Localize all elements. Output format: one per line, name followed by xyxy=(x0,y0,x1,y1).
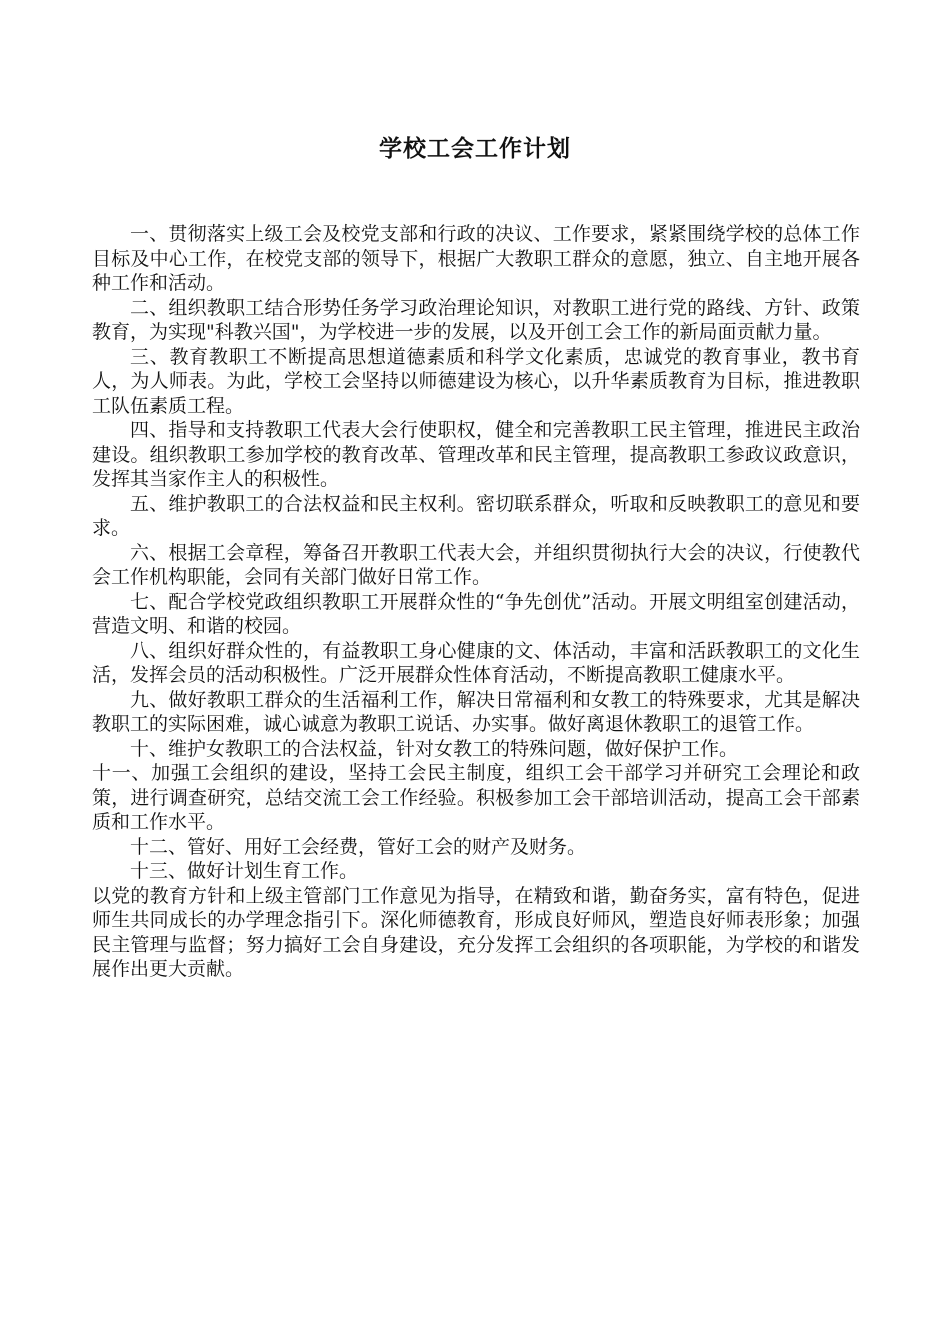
paragraph-6: 六、根据工会章程，筹备召开教职工代表大会，并组织贯彻执行大会的决议，行使教代会工作机构职能，会同有关部门做好日常工作。 xyxy=(92,541,860,588)
document-title: 学校工会工作计划 xyxy=(379,135,571,162)
paragraph-2: 二、组织教职工结合形势任务学习政治理论知识，对教职工进行党的路线、方针、政策教育，为实现"科教兴国"，为学校进一步的发展，以及开创工会工作的新局面贡献力量。 xyxy=(92,296,860,343)
paragraph-1: 一、贯彻落实上级工会及校党支部和行政的决议、工作要求，紧紧围绕学校的总体工作目标及中心工作，在校党支部的领导下，根据广大教职工群众的意愿，独立、自主地开展各种工作和活动。 xyxy=(92,223,860,294)
document-body xyxy=(92,222,860,982)
paragraph-3: 三、教育教职工不断提高思想道德素质和科学文化素质，忠诚党的教育事业，教书育人，为人师表。为此，学校工会坚持以师德建设为核心，以升华素质教育为目标，推进教职工队伍素质工程。 xyxy=(92,345,860,417)
paragraph-12: 十二、管好、用好工会经费，管好工会的财产及财务。 xyxy=(130,835,587,858)
closing-paragraph: 以党的教育方针和上级主管部门工作意见为指导，在精致和谐，勤奋务实，富有特色，促进师生共同成长的办学理念指引下。深化师德教育，形成良好师风，塑造良好师表形象；加强民主管理与监督；努力搞好工会自身建设，充分发挥工会组织的各项职能，为学校的和谐发展作出更大贡献。 xyxy=(92,884,860,980)
paragraph-11: 十一、加强工会组织的建设，坚持工会民主制度，组织工会干部学习并研究工会理论和政策，进行调查研究，总结交流工会工作经验。积极参加工会干部培训活动，提高工会干部素质和工作水平。 xyxy=(92,762,860,833)
paragraph-9: 九、做好教职工群众的生活福利工作，解决日常福利和女教工的特殊要求，尤其是解决教职工的实际困难，诚心诚意为教职工说话、办实事。做好离退休教职工的退管工作。 xyxy=(92,688,860,735)
paragraph-7: 七、配合学校党政组织教职工开展群众性的“争先创优”活动。开展文明组室创建活动，营造文明、和谐的校园。 xyxy=(92,590,860,637)
paragraph-13: 十三、做好计划生育工作。 xyxy=(130,860,359,882)
paragraph-10: 十、维护女教职工的合法权益，针对女教工的特殊问题，做好保护工作。 xyxy=(130,737,739,760)
paragraph-4: 四、指导和支持教职工代表大会行使职权，健全和完善教职工民主管理，推进民主政治建设。组织教职工参加学校的教育改革、管理改革和民主管理，提高教职工参政议政意识，发挥其当家作主人的积极性。 xyxy=(92,419,860,490)
paragraph-8: 八、组织好群众性的，有益教职工身心健康的文、体活动，丰富和活跃教职工的文化生活，发挥会员的活动积极性。广泛开展群众性体育活动，不断提高教职工健康水平。 xyxy=(92,639,860,686)
paragraph-5: 五、维护教职工的合法权益和民主权利。密切联系群众，听取和反映教职工的意见和要求。 xyxy=(92,492,860,539)
